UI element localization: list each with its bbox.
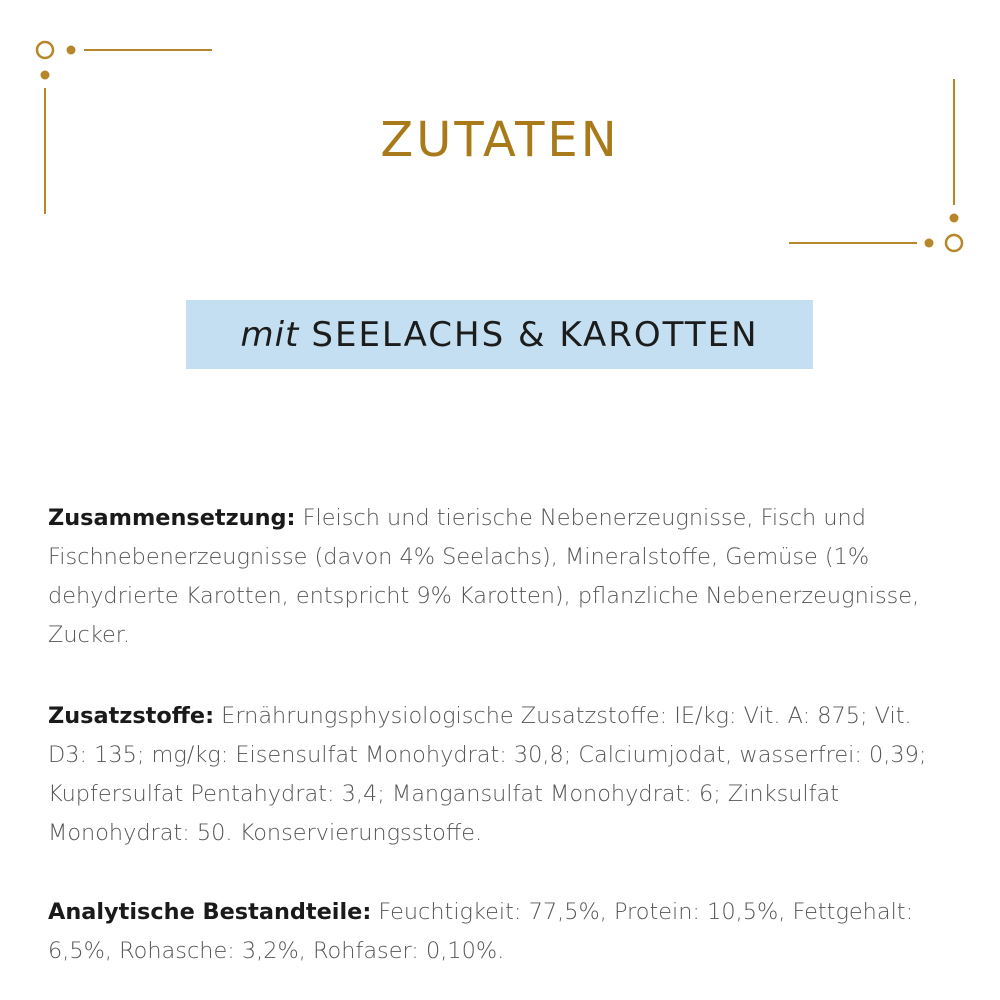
ornament-dot-top-left-h bbox=[67, 46, 76, 55]
variant-name: SEELACHS & KAROTTEN bbox=[311, 314, 759, 355]
additives-text: Ernährungsphysiologische Zusatzstoffe: IE/kg: Vit. A: 875; Vit. D3: 135; mg/kg: Eisensulfat Monohydrat: 30,8; Calciumjodat, wasserfrei: 0,39; Kupfersulfat Pentahydrat: 3,4; Mangansulfat Monohydrat: 6; Zinksulfat Monohydrat: 50. Konservierungsstoffe. bbox=[48, 703, 927, 846]
ornament-dot-bottom-right-h bbox=[925, 239, 934, 248]
composition-section bbox=[48, 499, 948, 655]
variant-prefix: mit bbox=[240, 314, 300, 355]
product-variant-banner bbox=[186, 300, 813, 369]
ornament-dot-top-left-v bbox=[41, 71, 50, 80]
ornament-ring-bottom-right bbox=[946, 235, 962, 251]
composition-label: Zusammensetzung: bbox=[48, 505, 296, 531]
additives-label: Zusatzstoffe: bbox=[48, 703, 215, 729]
composition-text: Fleisch und tierische Nebenerzeugnisse, Fisch und Fischnebenerzeugnisse (davon 4% Seelachs), Mineralstoffe, Gemüse (1% dehydrierte Karotten, entspricht 9% Karotten), pflanzliche Nebenerzeugnisse, Zucker. bbox=[48, 505, 920, 648]
ornament-ring-top-left bbox=[37, 42, 53, 58]
ornament-dot-bottom-right-v bbox=[950, 214, 959, 223]
page-title: ZUTATEN bbox=[380, 112, 620, 168]
analytical-constituents-text: Feuchtigkeit: 77,5%, Protein: 10,5%, Fettgehalt: 6,5%, Rohasche: 3,2%, Rohfaser: 0,10%. bbox=[48, 899, 914, 964]
analytical-constituents-section bbox=[48, 893, 948, 971]
additives-section bbox=[48, 697, 948, 853]
analytical-constituents-label: Analytische Bestandteile: bbox=[48, 899, 372, 925]
